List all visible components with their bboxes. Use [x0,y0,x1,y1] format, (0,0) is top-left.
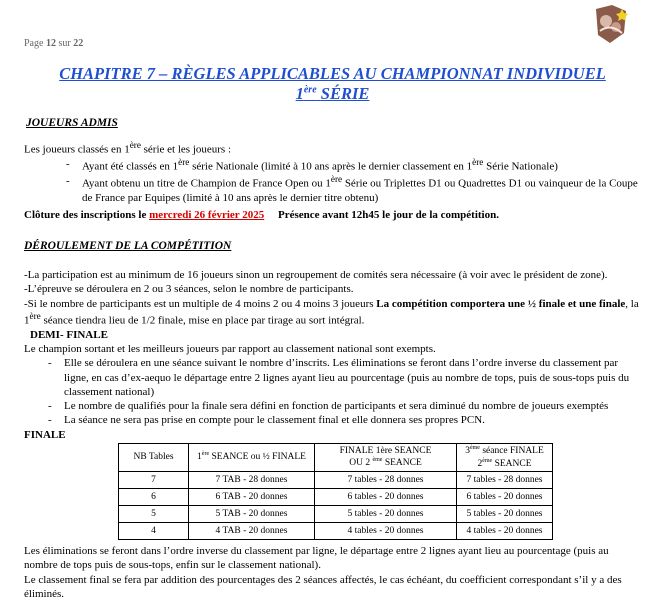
chapter-title-line1: CHAPITRE 7 – RÈGLES APPLICABLES AU CHAMPIONNAT INDIVIDUEL [59,64,606,83]
joueurs-section [24,140,641,205]
federation-logo-icon [592,3,630,47]
table-header-row [119,444,553,472]
finale-notes: Les éliminations se feront dans l’ordre inverse du classement par ligne, le départage entre 2 lignes ayant lieu au pourcentage (puis au nombre de tops puis de sous-tops, enfin sur le classement national). Le classement final se fera par addition des pourcentages des 2 séances affectés, le cas échéant, du coefficient correspondant s’il y a des éliminés. [24,545,622,600]
table-row: 5 5 TAB - 20 donnes 5 tables - 20 donnes 5 tables - 20 donnes [119,506,553,523]
demi-finale-section: Le champion sortant et les meilleurs joueurs par rapport au classement national sont exempts. - Elle se déroulera en une séance suivant le nombre d’inscrits. Les éliminations se feront dans l’ordre inverse du classement par ligne, en cas d’ex-aequo le départage entre 2 lignes ayant lieu au pourcentage (puis au nombre de tops, puis de sous-tops puis du classement national) - Le nombre de qualifiés pour la finale sera défini en fonction de participants et sera diminué du nombre de joueurs exemptés - La séance ne sera pas prise en compte pour le classement final et elle donnera ses propres PCN. [24,342,641,428]
list-item: - Ayant obtenu un titre de Champion de France Open ou 1ère Série ou Triplettes D1 ou Quadrettes D1 ou vainqueur de la Coupe de France par Equipes (limité à 10 ans après le dernier titre obtenu) [66,174,641,205]
cloture-line: Clôture des inscriptions le mercredi 26 février 2025 Présence avant 12h45 le jour de la compétition. [24,209,499,221]
finale-table [118,443,553,540]
chapter-title [20,64,645,104]
joueurs-heading: JOUEURS ADMIS [26,117,118,129]
list-item: - Le nombre de qualifiés pour la finale sera défini en fonction de participants et sera diminué du nombre de joueurs exemptés [48,399,641,413]
table-row: 4 4 TAB - 20 donnes 4 tables - 20 donnes 4 tables - 20 donnes [119,523,553,540]
deroulement-section: -La participation est au minimum de 16 joueurs sinon un regroupement de comités sera nécessaire (à voir avec le président de zone). -L’épreuve se déroulera en 2 ou 3 séances, selon le nombre de participants. -Si le nombre de participants est un multiple de 4 moins 2 ou 4 moins 3 joueurs La compétition comportera une ½ finale et une finale, la 1ère séance tiendra lieu de 1/2 finale, mise en place par tirage au sort intégral. [24,269,639,327]
table-header-cell: 3ème séance FINALE 2ème SEANCE [457,444,553,472]
chapter-title-line2: 1ère SÉRIE [295,83,370,103]
page-number: Page 12 sur 22 [24,38,84,49]
list-item: - Elle se déroulera en une séance suivant le nombre d’inscrits. Les éliminations se feront dans l’ordre inverse du classement par ligne, en cas d’ex-aequo le départage entre 2 lignes ayant lieu au pourcentage (puis au nombre de tops, puis de sous-tops puis du classement national) [48,356,641,399]
joueurs-intro: Les joueurs classés en 1ère série et les joueurs : [24,140,232,156]
cloture-date: mercredi 26 février 2025 [149,209,265,221]
demi-finale-list [48,356,641,427]
table-header-cell: 1ère SEANCE ou ½ FINALE [189,444,315,472]
table-header-cell: NB Tables [119,444,189,472]
list-item: - Ayant été classés en 1ère série Nationale (limité à 10 ans après le dernier classement en 1ère Série Nationale) [66,157,641,174]
demi-finale-heading: DEMI- FINALE [30,329,108,341]
table-row: 7 7 TAB - 28 donnes 7 tables - 28 donnes 7 tables - 28 donnes [119,472,553,489]
table-header-cell: FINALE 1ère SEANCE OU 2 $^{ème}$ SEANCE [315,444,457,472]
finale-heading: FINALE [24,429,66,441]
joueurs-list [66,157,641,205]
list-item: - La séance ne sera pas prise en compte pour le classement final et elle donnera ses propres PCN. [48,413,641,427]
table-row: 6 6 TAB - 20 donnes 6 tables - 20 donnes 6 tables - 20 donnes [119,489,553,506]
deroulement-heading: DÉROULEMENT DE LA COMPÉTITION [24,240,232,252]
